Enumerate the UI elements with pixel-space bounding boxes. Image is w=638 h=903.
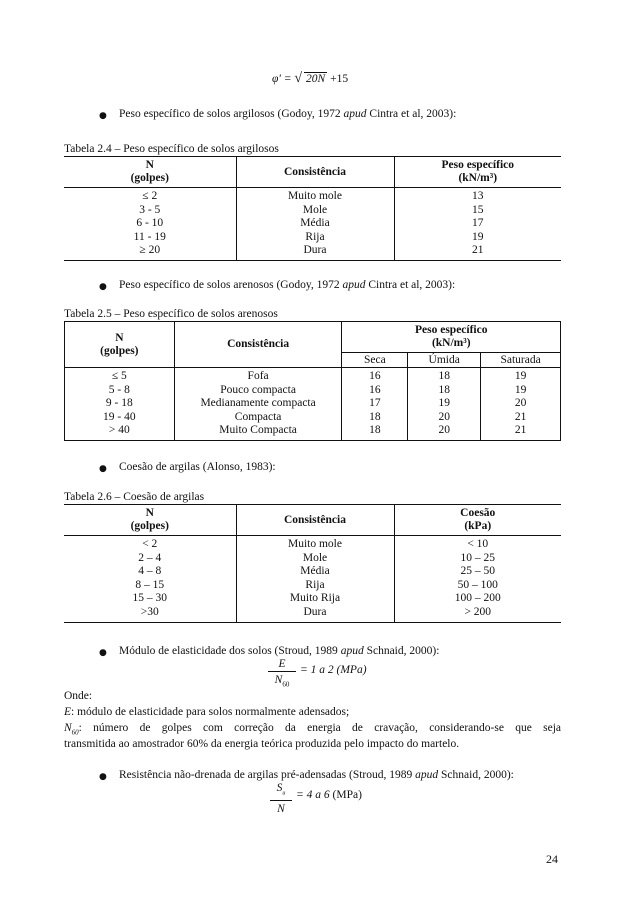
table25-caption: Tabela 2.5 – Peso específico de solos arenosos (64, 308, 278, 320)
table24-header-consistencia: Consistência (236, 157, 394, 188)
table25-header-consistencia: Consistência (174, 322, 342, 368)
table26-header-n: N (golpes) (64, 505, 236, 536)
formula-phi-rest: +15 (330, 73, 349, 85)
table25-col-n: ≤ 5 5 - 8 9 - 18 19 - 40 > 40 (65, 368, 175, 441)
table25-col-umida: 18 18 19 20 20 (408, 368, 481, 441)
table-2-4 (64, 156, 561, 261)
sqrt-icon: √ (294, 71, 303, 86)
table24-col-consistencia: Muito mole Mole Média Rija Dura (236, 188, 394, 261)
bullet4-text: Módulo de elasticidade dos solos (Stroud, 1989 apud Schnaid, 2000): (119, 645, 440, 657)
bullet-icon: ● (99, 648, 107, 658)
table25-header-peso: Peso específico (kN/m³) (342, 322, 561, 353)
formula-e-rhs: = 1 a 2 (MPa) (300, 664, 367, 676)
table-2-6 (64, 504, 561, 623)
formula-e-fraction (268, 657, 296, 692)
bullet2-text: Peso específico de solos arenosos (Godoy, 1972 apud Cintra et al, 2003): (119, 279, 456, 291)
table24-col-peso: 13 15 17 19 21 (394, 188, 561, 261)
formula-e-numerator: E (268, 657, 296, 672)
formula-su-subscript: u (282, 790, 286, 797)
bullet-icon: ● (99, 282, 107, 292)
table-2-5 (64, 321, 561, 441)
bullet-icon: ● (99, 111, 107, 121)
bullet-icon: ● (99, 772, 107, 782)
table25-header-umida: Úmida (408, 353, 481, 368)
onde-n-definition-line2: transmitida ao amostrador 60% da energia teórica produzida pelo impacto do martelo. (64, 738, 460, 750)
onde-n-definition-line1: $N_{60}$: número de golpes com correção da energia de cravação, considerando-se que seja (64, 722, 561, 737)
table24-header-peso: Peso específico (kN/m³) (394, 157, 561, 188)
formula-su-fraction (270, 781, 292, 817)
formula-e-subscript: 60 (282, 680, 290, 689)
bullet-icon: ● (99, 464, 107, 474)
formula-phi (272, 71, 348, 87)
table25-header-n: N (golpes) (65, 322, 175, 368)
onde-title: Onde: (64, 690, 93, 702)
bullet5-text: Resistência não-drenada de argilas pré-adensadas (Stroud, 1989 apud Schnaid, 2000): (119, 769, 514, 781)
table25-col-seca: 16 16 17 18 18 (342, 368, 408, 441)
table25-col-saturada: 19 19 20 21 21 (481, 368, 561, 441)
formula-su-rhs: = 4 a 6 (MPa) (296, 789, 362, 801)
table26-caption: Tabela 2.6 – Coesão de argilas (64, 491, 205, 503)
formula-phi-radicand: 20N (306, 73, 326, 85)
formula-phi-lhs: φ' = (272, 73, 292, 85)
bullet1-text: Peso específico de solos argilosos (Godoy, 1972 apud Cintra et al, 2003): (119, 108, 457, 120)
table25-header-saturada: Saturada (481, 353, 561, 368)
table26-col-n: < 2 2 – 4 4 – 8 8 – 15 15 – 30 >30 (64, 536, 236, 623)
table24-caption: Tabela 2.4 – Peso específico de solos argilosos (64, 143, 279, 155)
formula-e-denominator: N (274, 674, 283, 686)
table26-header-consistencia: Consistência (236, 505, 394, 536)
page-number: 24 (546, 852, 558, 866)
table25-header-seca: Seca (342, 353, 408, 368)
table24-col-n: ≤ 2 3 - 5 6 - 10 11 - 19 ≥ 20 (64, 188, 236, 261)
table24-header-n: N (golpes) (64, 157, 236, 188)
table25-col-consistencia: Fofa Pouco compacta Medianamente compacta Compacta Muito Compacta (174, 368, 342, 441)
formula-su-denominator: N (277, 803, 285, 816)
table26-header-coesao: Coesão (kPa) (394, 505, 561, 536)
formula-su-numerator: S (276, 782, 283, 794)
table26-col-consistencia: Muito mole Mole Média Rija Muito Rija Dura (236, 536, 394, 623)
table26-col-coesao: < 10 10 – 25 25 – 50 50 – 100 100 – 200 > 200 (394, 536, 561, 623)
onde-e-definition: E: módulo de elasticidade para solos normalmente adensados; (64, 706, 350, 718)
bullet3-text: Coesão de argilas (Alonso, 1983): (119, 461, 276, 473)
